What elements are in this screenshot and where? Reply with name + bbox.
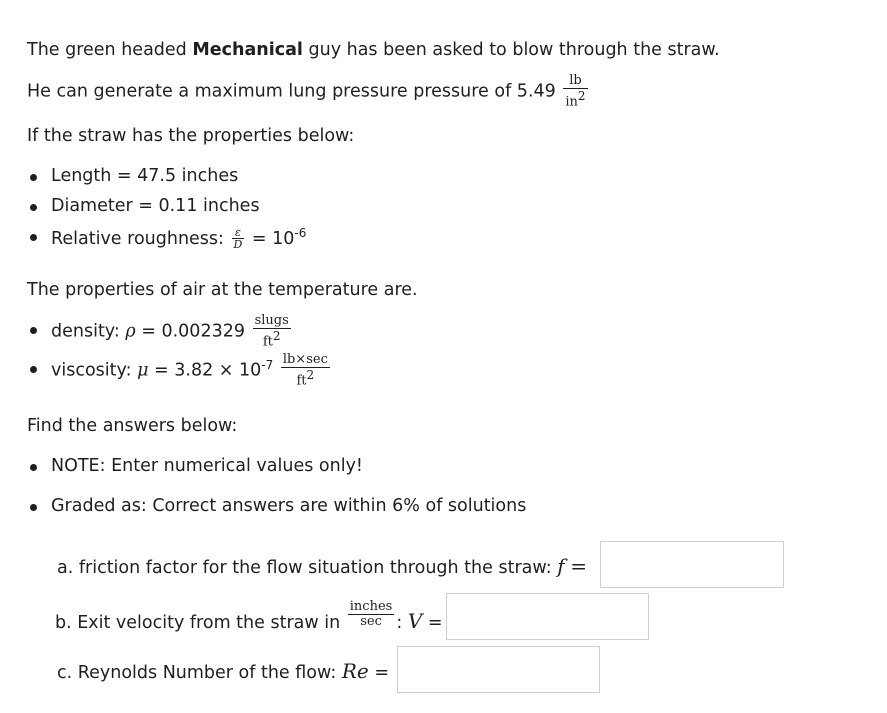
question-b-symbol: V (407, 608, 423, 633)
question-a: a. friction factor for the flow situation through the straw: f = (57, 554, 587, 578)
bullet-dot (30, 204, 37, 211)
pressure-unit-den: $in^2$ (565, 89, 586, 110)
bullet-dot (30, 366, 37, 373)
intro-bold-word: Mechanical (192, 40, 303, 60)
question-c-symbol: Re (341, 659, 369, 683)
answers-heading: Find the answers below: (27, 416, 238, 436)
straw-heading: If the straw has the properties below: (27, 126, 355, 146)
pressure-text: He can generate a maximum lung pressure pressure of 5.49 (27, 81, 556, 102)
exit-velocity-input[interactable] (446, 593, 649, 640)
reynolds-number-input[interactable] (397, 646, 600, 693)
intro-text-post: guy has been asked to blow through the straw. (302, 40, 720, 60)
bullet-dot (30, 234, 37, 241)
viscosity-unit: $\frac{lb\times\sec}{ft^2}$ (282, 352, 328, 389)
question-b: b. Exit velocity from the straw in $\frac{\text{inches}}{\sec}$ : V = (55, 599, 443, 633)
density-unit: $\frac{\text{slugs}}{ft^2}$ (254, 313, 289, 350)
bullet-dot (30, 464, 37, 471)
question-a-symbol: f (557, 554, 565, 578)
bullet-dot (30, 327, 37, 334)
bullet-dot (30, 174, 37, 181)
intro-line-2 (27, 74, 590, 109)
question-c-text: c. Reynolds Number of the flow: (57, 663, 337, 683)
question-c: c. Reynolds Number of the flow: Re = (57, 659, 389, 683)
intro-line-1 (27, 40, 720, 60)
roughness-fraction: $\frac{\varepsilon}{D}$ (233, 226, 243, 252)
pressure-unit (563, 74, 587, 109)
air-heading: The properties of air at the temperature are. (27, 280, 418, 300)
velocity-unit: $\frac{\text{inches}}{\sec}$ (349, 599, 393, 629)
intro-text-pre: The green headed (27, 40, 193, 60)
friction-factor-input[interactable] (600, 541, 784, 588)
question-b-text: b. Exit velocity from the straw in (55, 612, 341, 633)
pressure-unit-num: lb (563, 74, 587, 89)
question-a-text: a. friction factor for the flow situation through the straw: (57, 558, 552, 578)
bullet-dot (30, 504, 37, 511)
